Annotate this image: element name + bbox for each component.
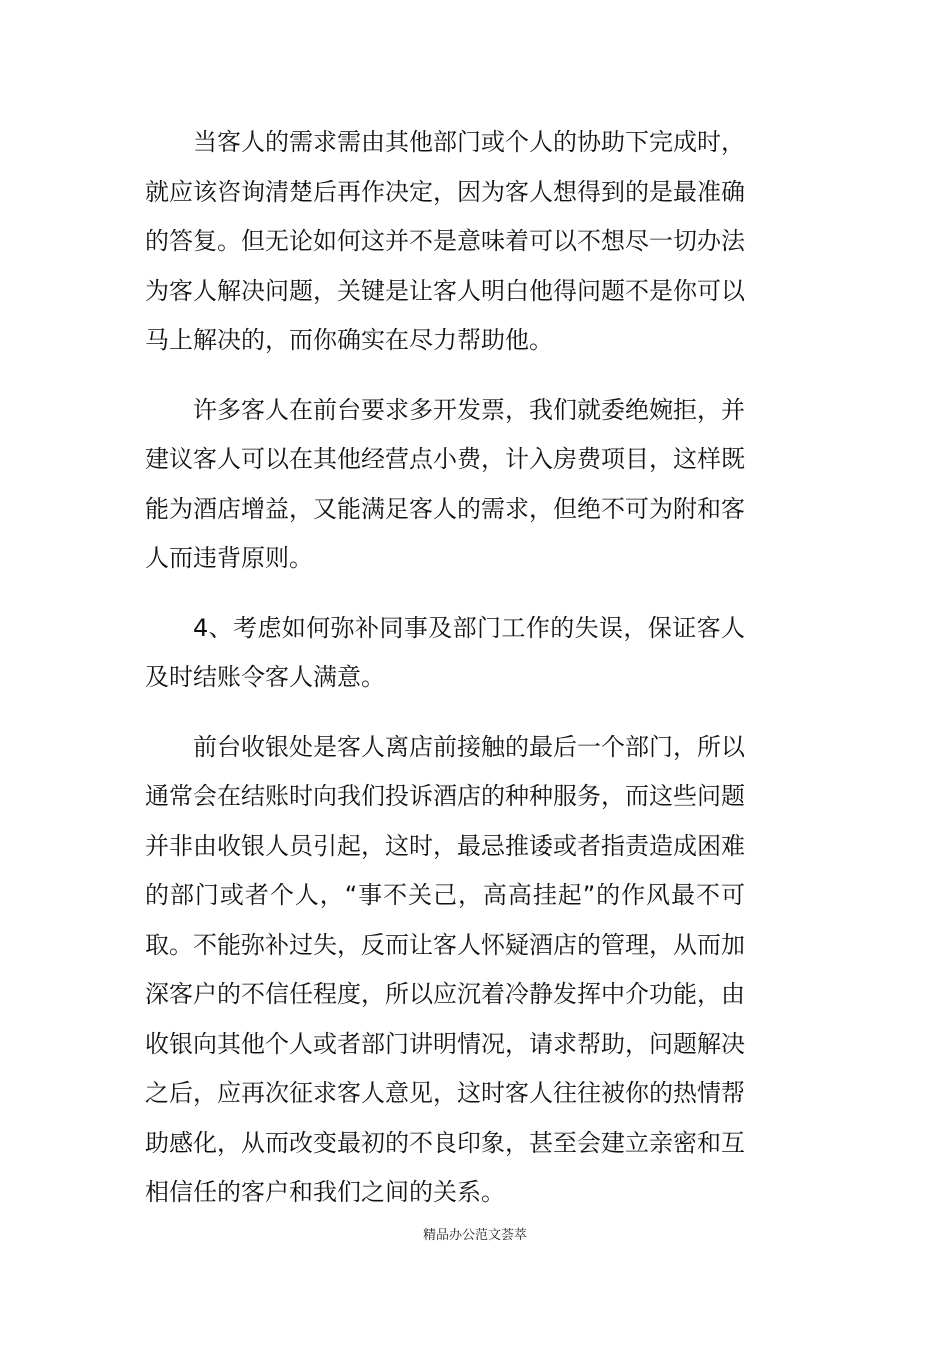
document-body [145, 118, 745, 1238]
paragraph-1: 当客人的需求需由其他部门或个人的协助下完成时，就应该咨询清楚后再作决定，因为客人想得到的是最准确的答复。但无论如何这并不是意味着可以不想尽一切办法为客人解决问题，关键是让客人明白他得问题不是你可以马上解决的，而你确实在尽力帮助他。 [145, 128, 745, 354]
paragraph-2: 许多客人在前台要求多开发票，我们就委绝婉拒，并建议客人可以在其他经营点小费，计入房费项目，这样既能为酒店增益，又能满足客人的需求，但绝不可为附和客人而违背原则。 [145, 395, 745, 572]
paragraph-3-heading: 4、考虑如何弥补同事及部门工作的失误，保证客人及时结账令客人满意。 [145, 613, 745, 691]
page-footer: 精品办公范文荟萃 [422, 1228, 527, 1243]
paragraph-4: 前台收银处是客人离店前接触的最后一个部门，所以通常会在结账时向我们投诉酒店的种种服务，而这些问题并非由收银人员引起，这时，最忌推诿或者指责造成困难的部门或者个人，“事不关己，高高挂起”的作风最不可取。不能弥补过失，反而让客人怀疑酒店的管理，从而加深客户的不信任程度，所以应沉着冷静发挥中介功能，由收银向其他个人或者部门讲明情况，请求帮助，问题解决之后，应再次征求客人意见，这时客人往往被你的热情帮助感化，从而改变最初的不良印象，甚至会建立亲密和互相信任的客户和我们之间的关系。 [145, 732, 745, 1206]
